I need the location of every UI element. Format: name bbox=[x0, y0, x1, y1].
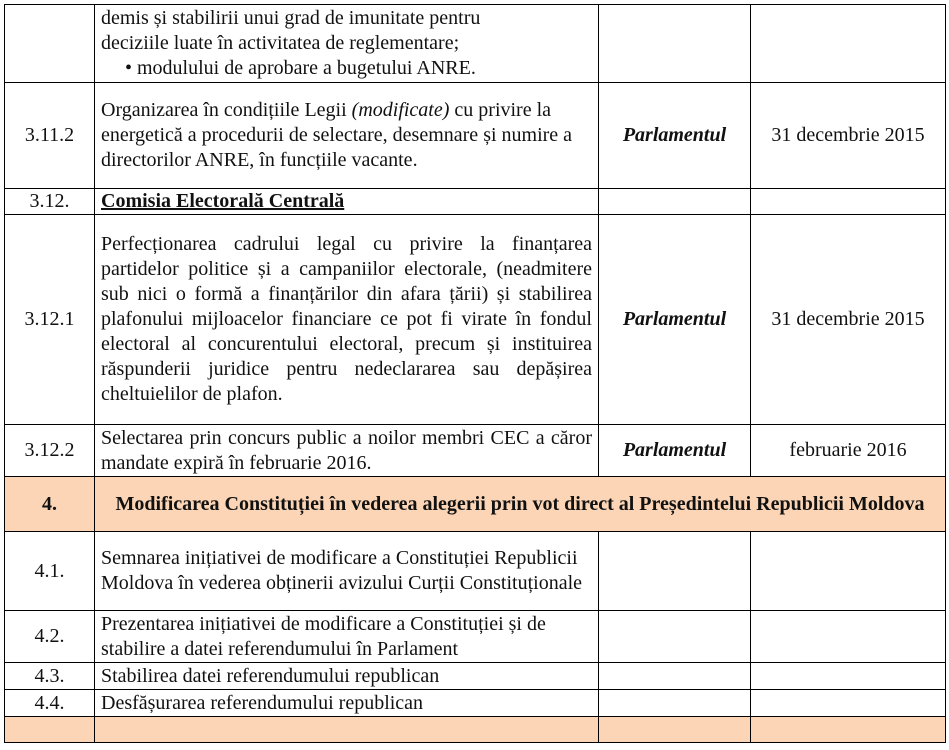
action-text-italic: (modificate) bbox=[351, 99, 450, 121]
action-text: Prezentarea inițiativei de modificare a Constituției și de stabilire a datei referendumului în Parlament bbox=[95, 611, 599, 663]
section-title: Modificarea Constituției în vederea alegerii prin vot direct al Președintelui Republicii Moldova bbox=[95, 477, 946, 532]
row-number: 4.2. bbox=[5, 611, 95, 663]
section-header-row bbox=[5, 477, 946, 532]
section-number: 4. bbox=[5, 477, 95, 532]
subsection-title-text: Comisia Electorală Centrală bbox=[101, 190, 345, 212]
empty-cell bbox=[5, 717, 95, 743]
responsible-cell bbox=[599, 690, 751, 717]
table-row bbox=[5, 215, 946, 425]
bullet-item: • modulului de aprobare a bugetului ANRE. bbox=[125, 57, 476, 79]
table-row bbox=[5, 425, 946, 477]
row-number bbox=[5, 5, 95, 83]
row-number: 3.11.2 bbox=[5, 83, 95, 189]
row-number: 3.12.1 bbox=[5, 215, 95, 425]
empty-cell bbox=[95, 717, 599, 743]
row-number: 4.3. bbox=[5, 663, 95, 690]
row-number: 3.12. bbox=[5, 189, 95, 215]
responsible-cell bbox=[599, 532, 751, 611]
action-text: Perfecționarea cadrului legal cu privire la finanțarea partidelor politice și a campaniilor electorale, (neadmitere sub nici o formă a finanțărilor din afara țării) și stabilirea plafonului mijloacelor financiare ce pot fi virate în fondul electoral al concurentului electoral, precum și instituirea răspunderii juridice pentru nedeclararea sau depășirea cheltuielilor de plafon. bbox=[95, 215, 599, 425]
empty-cell bbox=[599, 717, 751, 743]
table-row-shaded bbox=[5, 717, 946, 743]
responsible-cell: Parlamentul bbox=[599, 83, 751, 189]
subsection-title bbox=[95, 189, 599, 215]
action-text: Desfășurarea referendumului republican bbox=[95, 690, 599, 717]
action-text-line: deciziile luate în activitatea de reglementare; bbox=[101, 32, 460, 54]
empty-cell bbox=[751, 717, 946, 743]
action-text bbox=[95, 5, 599, 83]
deadline-cell: 31 decembrie 2015 bbox=[751, 215, 946, 425]
deadline-cell bbox=[751, 611, 946, 663]
table-row bbox=[5, 83, 946, 189]
deadline-cell bbox=[751, 690, 946, 717]
action-text-line: demis și stabilirii unui grad de imunitate pentru bbox=[101, 7, 481, 29]
table-row bbox=[5, 611, 946, 663]
table-row bbox=[5, 532, 946, 611]
action-text: Stabilirea datei referendumului republican bbox=[95, 663, 599, 690]
deadline-cell bbox=[751, 189, 946, 215]
action-text: Selectarea prin concurs public a noilor membri CEC a căror mandate expiră în februarie 2016. bbox=[95, 425, 599, 477]
deadline-cell bbox=[751, 532, 946, 611]
table-row bbox=[5, 189, 946, 215]
deadline-cell bbox=[751, 663, 946, 690]
row-number: 4.1. bbox=[5, 532, 95, 611]
responsible-cell bbox=[599, 5, 751, 83]
row-number: 3.12.2 bbox=[5, 425, 95, 477]
responsible-cell bbox=[599, 611, 751, 663]
responsible-cell bbox=[599, 189, 751, 215]
deadline-cell: februarie 2016 bbox=[751, 425, 946, 477]
action-plan-table bbox=[4, 4, 946, 743]
responsible-cell bbox=[599, 663, 751, 690]
responsible-cell: Parlamentul bbox=[599, 425, 751, 477]
action-text: Semnarea inițiativei de modificare a Constituției Republicii Moldova în vederea obținerii avizului Curții Constituționale bbox=[95, 532, 599, 611]
deadline-cell: 31 decembrie 2015 bbox=[751, 83, 946, 189]
responsible-cell: Parlamentul bbox=[599, 215, 751, 425]
table-row bbox=[5, 690, 946, 717]
action-text bbox=[95, 83, 599, 189]
table-row bbox=[5, 5, 946, 83]
row-number: 4.4. bbox=[5, 690, 95, 717]
action-text-part: Organizarea în condițiile Legii bbox=[101, 99, 352, 121]
action-text-part: cu privire la energetică a procedurii de selectare, desemnare și numire a directorilor ANRE, în funcțiile vacante. bbox=[101, 99, 573, 171]
table-row bbox=[5, 663, 946, 690]
deadline-cell bbox=[751, 5, 946, 83]
